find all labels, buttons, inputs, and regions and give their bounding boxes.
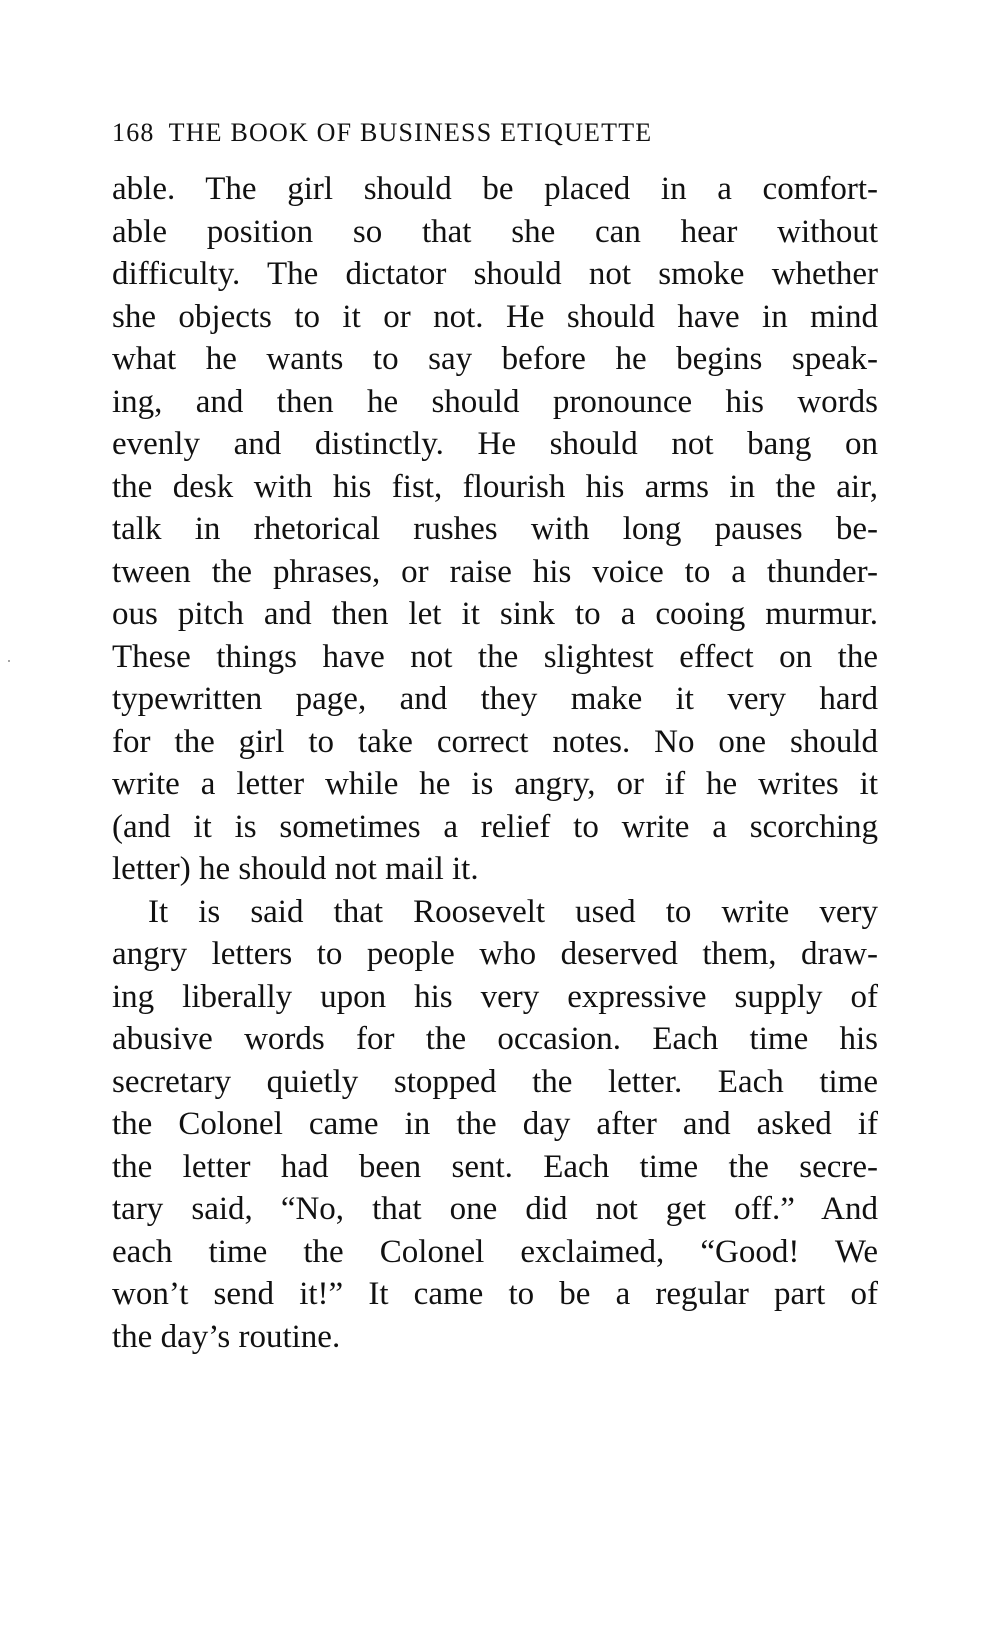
body-text <box>112 168 878 1358</box>
text-line: letter) he should not mail it. <box>112 851 479 887</box>
text-line: won’t send it!” It came to be a regular part of <box>112 1276 878 1312</box>
text-line: tween the phrases, or raise his voice to a thunder- <box>112 553 878 590</box>
text-line: abusive words for the occasion. Each time his <box>112 1021 878 1057</box>
text-line: able. The girl should be placed in a comfort- <box>112 171 878 207</box>
text-line: evenly and distinctly. He should not bang on <box>112 426 878 462</box>
text-line: what he wants to say before he begins speak- <box>112 341 878 377</box>
text-line: the Colonel came in the day after and asked if <box>112 1106 878 1142</box>
text-line: angry letters to people who deserved them, draw- <box>112 936 878 972</box>
text-line: able position so that she can hear without <box>112 213 878 250</box>
paragraph-1 <box>112 168 878 891</box>
text-line: talk in rhetorical rushes with long pauses be- <box>112 511 878 547</box>
running-head <box>112 118 882 148</box>
text-line: ous pitch and then let it sink to a cooing murmur. <box>112 596 878 632</box>
text-line: It is said that Roosevelt used to write very <box>148 893 878 930</box>
text-line: each time the Colonel exclaimed, “Good! We <box>112 1233 878 1270</box>
text-line: ing, and then he should pronounce his words <box>112 383 878 420</box>
text-line: ing liberally upon his very expressive supply of <box>112 978 878 1015</box>
margin-speck <box>8 660 10 662</box>
text-line: These things have not the slightest effect on the <box>112 638 878 675</box>
text-line: typewritten page, and they make it very hard <box>112 681 878 717</box>
text-line: the day’s routine. <box>112 1318 341 1355</box>
text-line: the letter had been sent. Each time the secre- <box>112 1148 878 1185</box>
text-line: she objects to it or not. He should have in mind <box>112 298 878 335</box>
text-line: for the girl to take correct notes. No one should <box>112 723 878 760</box>
text-line: tary said, “No, that one did not get off.” And <box>112 1191 878 1227</box>
text-line: (and it is sometimes a relief to write a scorching <box>112 808 878 845</box>
text-line: difficulty. The dictator should not smoke whether <box>112 256 878 292</box>
paragraph-2 <box>112 891 878 1359</box>
text-line: write a letter while he is angry, or if he writes it <box>112 766 878 802</box>
running-title: THE BOOK OF BUSINESS ETIQUETTE <box>168 118 653 147</box>
text-line: secretary quietly stopped the letter. Each time <box>112 1063 878 1100</box>
page-number: 168 <box>112 118 155 147</box>
text-line: the desk with his fist, flourish his arms in the air, <box>112 468 878 505</box>
